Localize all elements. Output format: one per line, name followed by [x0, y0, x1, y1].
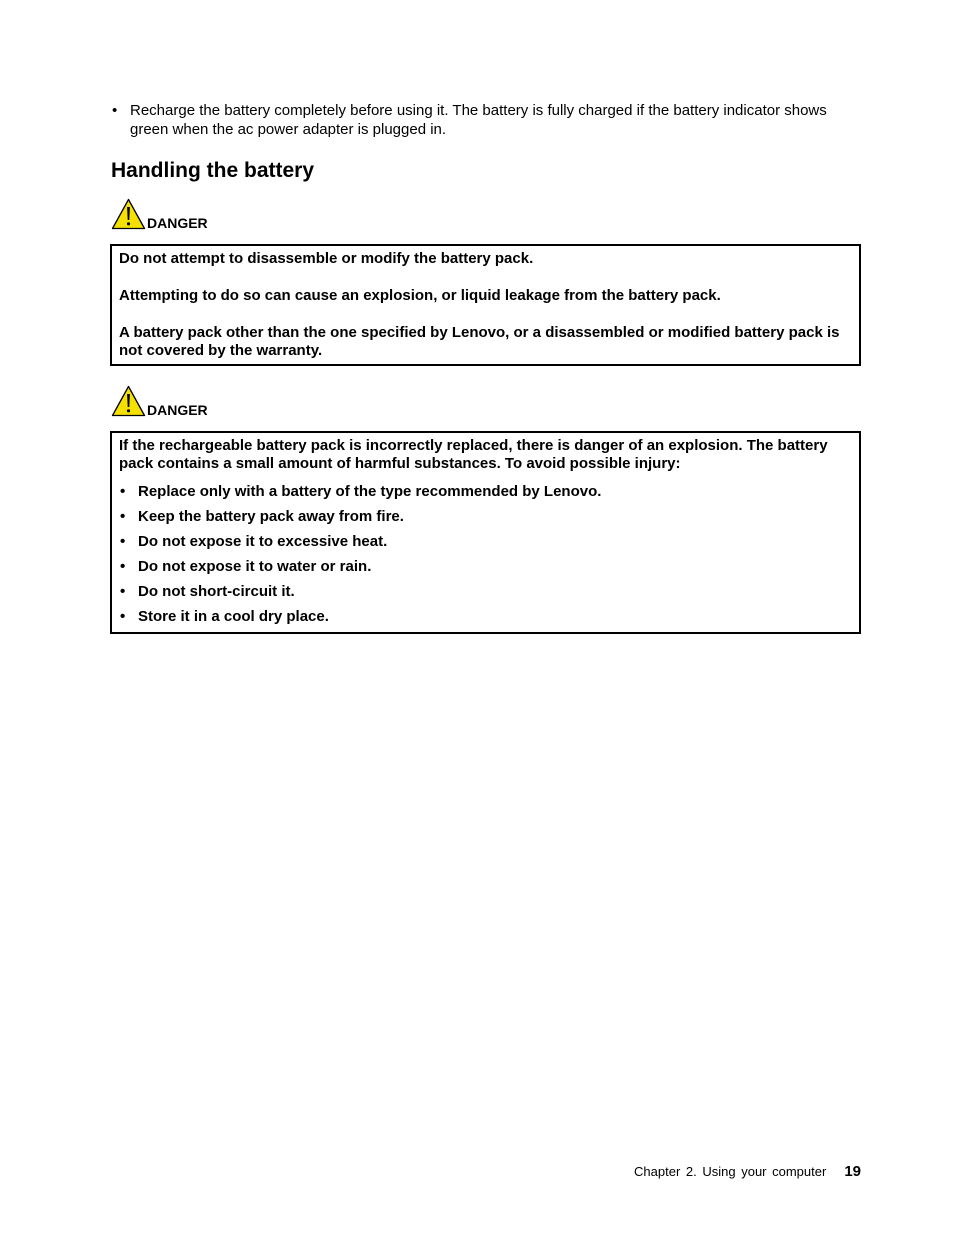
danger-label: [111, 194, 208, 230]
bullet: •: [120, 483, 126, 500]
danger-paragraph: A battery pack other than the one specified by Lenovo, or a disassembled or modified battery pack is not covered by the warranty.: [119, 324, 840, 359]
list-item-text: Keep the battery pack away from fire.: [138, 508, 404, 525]
list-item-text: Do not short-circuit it.: [138, 583, 295, 600]
danger-paragraph: Attempting to do so can cause an explosion, or liquid leakage from the battery pack.: [119, 287, 721, 304]
danger-intro: If the rechargeable battery pack is incorrectly replaced, there is danger of an explosion. The battery pack contains a small amount of harmful substances. To avoid possible injury:: [119, 437, 828, 472]
section-title: Handling the battery: [111, 159, 315, 182]
warning-triangle-icon: [111, 385, 146, 417]
page-number: 19: [844, 1163, 861, 1180]
list-item: [119, 558, 852, 583]
list-item: [119, 583, 852, 608]
list-item-text: Do not expose it to water or rain.: [138, 558, 372, 575]
list-item: [119, 483, 852, 508]
list-item: [119, 533, 852, 558]
bullet: •: [112, 102, 118, 119]
list-item: [119, 508, 852, 533]
list-item: [111, 101, 863, 139]
danger-bullet-list: [119, 483, 852, 633]
danger-paragraph: Do not attempt to disassemble or modify the battery pack.: [119, 250, 534, 267]
chapter-label: Chapter 2. Using your computer: [634, 1164, 827, 1179]
danger-box: [110, 431, 861, 634]
bullet: •: [120, 558, 126, 575]
danger-label-text: DANGER: [147, 402, 208, 418]
bullet: •: [120, 608, 126, 625]
danger-label: [111, 381, 208, 417]
danger-box: [110, 244, 861, 366]
list-item-text: Store it in a cool dry place.: [138, 608, 329, 625]
list-item-text: Recharge the battery completely before using it. The battery is fully charged if the battery indicator shows green when the ac power adapter is plugged in.: [130, 102, 827, 138]
list-item-text: Replace only with a battery of the type recommended by Lenovo.: [138, 483, 602, 500]
bullet: •: [120, 533, 126, 550]
bullet: •: [120, 508, 126, 525]
list-item-text: Do not expose it to excessive heat.: [138, 533, 388, 550]
warning-triangle-icon: [111, 198, 146, 230]
danger-label-text: DANGER: [147, 215, 208, 231]
intro-bullet-list: [111, 101, 863, 139]
list-item: [119, 608, 852, 633]
page-footer: [634, 1163, 861, 1180]
bullet: •: [120, 583, 126, 600]
